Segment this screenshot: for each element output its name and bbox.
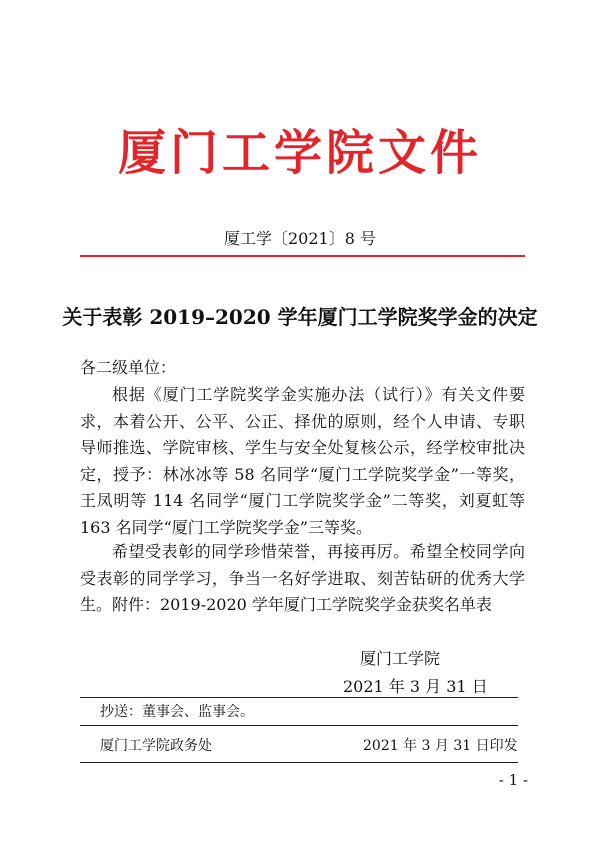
document-number: 厦工学〔2021〕8 号 bbox=[224, 229, 376, 248]
footer-rule-middle bbox=[80, 725, 518, 726]
document-title: 厦门工学院文件 bbox=[117, 125, 482, 181]
issuer-name: 厦门工学院 bbox=[360, 649, 441, 668]
footer-rule-bottom bbox=[80, 762, 518, 763]
body-paragraph-2: 希望受表彰的同学珍惜荣誉，再接再厉。希望全校同学向受表彰的同学学习，争当一名好学进取、刻苦钻研的优秀大学生。 bbox=[80, 542, 525, 614]
issuing-office: 厦门工学院政务处 bbox=[100, 738, 212, 754]
salutation: 各二级单位： bbox=[80, 358, 177, 377]
red-divider bbox=[80, 255, 525, 257]
body-paragraph-1: 根据《厦门工学院奖学金实施办法（试行）》有关文件要求，本着公开、公平、公正、择优的原则，经个人申请、专职导师推选、学院审核、学生与安全处复核公示，经学校审批决定，授予：林冰冰等 58 名同学“厦门工学院奖学金”一等奖，王凤明等 114 名同学“厦门工学院奖学金”二等奖，刘夏虹等 163 名同学“厦门工学院奖学金”三等奖。 bbox=[80, 385, 525, 537]
page-number: - 1 - bbox=[498, 771, 528, 789]
issue-date: 2021 年 3 月 31 日 bbox=[343, 677, 488, 696]
footer-rule-top bbox=[80, 697, 518, 698]
cc-line: 抄送：董事会、监事会。 bbox=[100, 704, 254, 720]
attachment-note: 附件：2019-2020 学年厦门工学院奖学金获奖名单表 bbox=[112, 595, 492, 614]
print-date: 2021 年 3 月 31 日印发 bbox=[363, 738, 518, 754]
decision-headline: 关于表彰 2019–2020 学年厦门工学院奖学金的决定 bbox=[62, 305, 538, 329]
